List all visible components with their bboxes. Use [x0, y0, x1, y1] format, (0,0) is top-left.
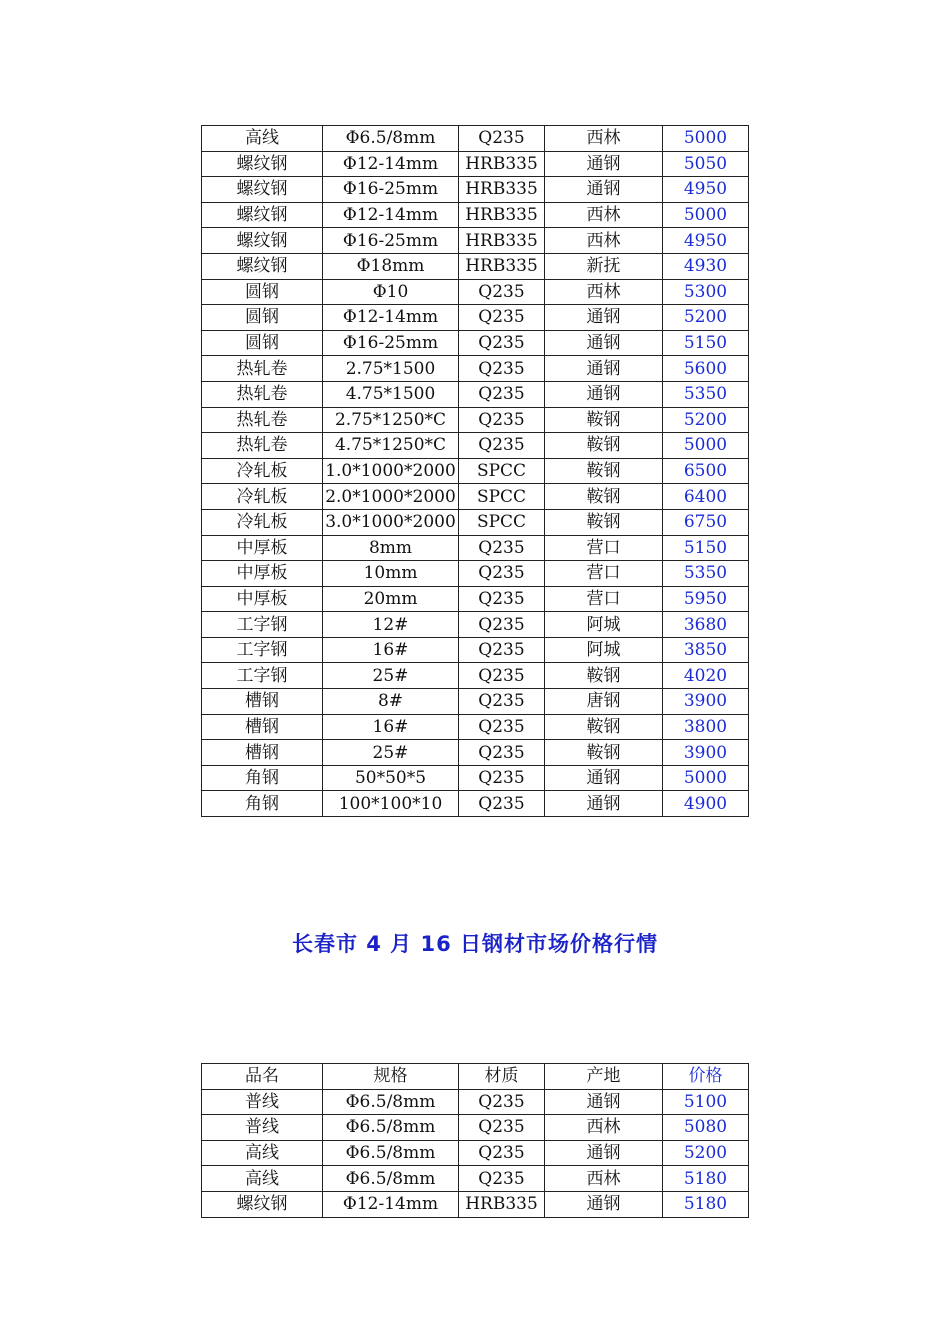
table-row — [202, 1115, 749, 1141]
price-cell: 6400 — [663, 484, 749, 510]
product-name-cell: 工字钢 — [202, 612, 323, 638]
table-row — [202, 305, 749, 331]
spec-cell: 2.0*1000*2000 — [323, 484, 459, 510]
spec-cell: Φ6.5/8mm — [323, 126, 459, 152]
product-name-cell: 角钢 — [202, 791, 323, 817]
table-row — [202, 740, 749, 766]
price-cell: 5200 — [663, 1140, 749, 1166]
table-header-row — [202, 1064, 749, 1090]
product-name-cell: 角钢 — [202, 765, 323, 791]
material-cell: Q235 — [459, 1089, 545, 1115]
spec-cell: 2.75*1250*C — [323, 407, 459, 433]
product-name-cell: 冷轧板 — [202, 458, 323, 484]
product-name-cell: 冷轧板 — [202, 509, 323, 535]
origin-cell: 新抚 — [545, 253, 663, 279]
price-cell: 6750 — [663, 509, 749, 535]
table-row — [202, 1166, 749, 1192]
material-cell: Q235 — [459, 407, 545, 433]
price-cell: 5350 — [663, 561, 749, 587]
price-cell: 5000 — [663, 765, 749, 791]
origin-cell: 通钢 — [545, 765, 663, 791]
spec-cell: 12# — [323, 612, 459, 638]
table-row — [202, 612, 749, 638]
table-row — [202, 381, 749, 407]
spec-cell: 2.75*1500 — [323, 356, 459, 382]
spec-cell: 25# — [323, 663, 459, 689]
table-row — [202, 484, 749, 510]
product-name-cell: 中厚板 — [202, 586, 323, 612]
product-name-cell: 高线 — [202, 1140, 323, 1166]
price-cell: 5950 — [663, 586, 749, 612]
spec-cell: 10mm — [323, 561, 459, 587]
material-cell: Q235 — [459, 381, 545, 407]
table-row — [202, 1089, 749, 1115]
material-cell: HRB335 — [459, 253, 545, 279]
material-cell: Q235 — [459, 612, 545, 638]
spec-cell: Φ10 — [323, 279, 459, 305]
table-row — [202, 253, 749, 279]
spec-cell: 16# — [323, 714, 459, 740]
table-row — [202, 407, 749, 433]
spec-cell: Φ6.5/8mm — [323, 1115, 459, 1141]
price-cell: 4930 — [663, 253, 749, 279]
origin-cell: 鞍钢 — [545, 407, 663, 433]
origin-cell: 通钢 — [545, 177, 663, 203]
product-name-cell: 槽钢 — [202, 714, 323, 740]
price-cell: 5050 — [663, 151, 749, 177]
origin-cell: 通钢 — [545, 305, 663, 331]
product-name-cell: 工字钢 — [202, 637, 323, 663]
spec-cell: 8# — [323, 689, 459, 715]
price-cell: 4020 — [663, 663, 749, 689]
origin-cell: 通钢 — [545, 1089, 663, 1115]
price-table-2 — [201, 1063, 749, 1218]
price-cell: 3850 — [663, 637, 749, 663]
product-name-cell: 热轧卷 — [202, 356, 323, 382]
price-cell: 5000 — [663, 126, 749, 152]
product-name-cell: 高线 — [202, 1166, 323, 1192]
price-cell: 6500 — [663, 458, 749, 484]
header-name: 品名 — [202, 1064, 323, 1090]
price-cell: 5000 — [663, 202, 749, 228]
product-name-cell: 螺纹钢 — [202, 177, 323, 203]
price-cell: 5350 — [663, 381, 749, 407]
origin-cell: 通钢 — [545, 1140, 663, 1166]
spec-cell: 8mm — [323, 535, 459, 561]
spec-cell: 3.0*1000*2000 — [323, 509, 459, 535]
spec-cell: Φ16-25mm — [323, 330, 459, 356]
origin-cell: 营口 — [545, 535, 663, 561]
origin-cell: 通钢 — [545, 151, 663, 177]
spec-cell: Φ12-14mm — [323, 1191, 459, 1217]
price-table-1 — [201, 125, 749, 817]
table-row — [202, 356, 749, 382]
origin-cell: 通钢 — [545, 1191, 663, 1217]
origin-cell: 通钢 — [545, 791, 663, 817]
material-cell: Q235 — [459, 791, 545, 817]
market-price-heading: 长春市 4 月 16 日钢材市场价格行情 — [291, 932, 659, 956]
header-material: 材质 — [459, 1064, 545, 1090]
price-table-2-body — [202, 1064, 749, 1218]
spec-cell: Φ12-14mm — [323, 305, 459, 331]
origin-cell: 营口 — [545, 561, 663, 587]
price-cell: 3680 — [663, 612, 749, 638]
origin-cell: 鞍钢 — [545, 458, 663, 484]
price-cell: 5180 — [663, 1166, 749, 1192]
price-cell: 5100 — [663, 1089, 749, 1115]
table-row — [202, 458, 749, 484]
product-name-cell: 热轧卷 — [202, 433, 323, 459]
product-name-cell: 螺纹钢 — [202, 228, 323, 254]
product-name-cell: 普线 — [202, 1115, 323, 1141]
origin-cell: 通钢 — [545, 356, 663, 382]
product-name-cell: 热轧卷 — [202, 407, 323, 433]
price-cell: 5600 — [663, 356, 749, 382]
origin-cell: 鞍钢 — [545, 484, 663, 510]
material-cell: SPCC — [459, 484, 545, 510]
spec-cell: 16# — [323, 637, 459, 663]
spec-cell: 20mm — [323, 586, 459, 612]
material-cell: Q235 — [459, 714, 545, 740]
origin-cell: 通钢 — [545, 330, 663, 356]
origin-cell: 西林 — [545, 1166, 663, 1192]
spec-cell: Φ16-25mm — [323, 177, 459, 203]
spec-cell: Φ12-14mm — [323, 202, 459, 228]
material-cell: HRB335 — [459, 228, 545, 254]
price-cell: 5080 — [663, 1115, 749, 1141]
origin-cell: 鞍钢 — [545, 740, 663, 766]
material-cell: Q235 — [459, 305, 545, 331]
table-row — [202, 177, 749, 203]
table-row — [202, 202, 749, 228]
price-cell: 5300 — [663, 279, 749, 305]
header-spec: 规格 — [323, 1064, 459, 1090]
price-cell: 3800 — [663, 714, 749, 740]
material-cell: HRB335 — [459, 1191, 545, 1217]
table-row — [202, 279, 749, 305]
material-cell: Q235 — [459, 126, 545, 152]
material-cell: Q235 — [459, 740, 545, 766]
table-row — [202, 228, 749, 254]
material-cell: Q235 — [459, 689, 545, 715]
table-row — [202, 561, 749, 587]
product-name-cell: 工字钢 — [202, 663, 323, 689]
spec-cell: Φ6.5/8mm — [323, 1166, 459, 1192]
origin-cell: 阿城 — [545, 637, 663, 663]
product-name-cell: 圆钢 — [202, 305, 323, 331]
product-name-cell: 中厚板 — [202, 561, 323, 587]
spec-cell: Φ18mm — [323, 253, 459, 279]
spec-cell: Φ6.5/8mm — [323, 1089, 459, 1115]
spec-cell: Φ16-25mm — [323, 228, 459, 254]
price-cell: 4900 — [663, 791, 749, 817]
material-cell: HRB335 — [459, 151, 545, 177]
product-name-cell: 螺纹钢 — [202, 151, 323, 177]
table-row — [202, 151, 749, 177]
spec-cell: 25# — [323, 740, 459, 766]
price-cell: 5200 — [663, 305, 749, 331]
origin-cell: 阿城 — [545, 612, 663, 638]
table-row — [202, 126, 749, 152]
material-cell: Q235 — [459, 1166, 545, 1192]
origin-cell: 鞍钢 — [545, 714, 663, 740]
origin-cell: 西林 — [545, 202, 663, 228]
price-cell: 5000 — [663, 433, 749, 459]
price-cell: 5180 — [663, 1191, 749, 1217]
material-cell: Q235 — [459, 1115, 545, 1141]
table-row — [202, 433, 749, 459]
origin-cell: 鞍钢 — [545, 509, 663, 535]
table-row — [202, 765, 749, 791]
material-cell: Q235 — [459, 279, 545, 305]
table-row — [202, 535, 749, 561]
material-cell: Q235 — [459, 637, 545, 663]
product-name-cell: 槽钢 — [202, 740, 323, 766]
origin-cell: 西林 — [545, 228, 663, 254]
origin-cell: 营口 — [545, 586, 663, 612]
origin-cell: 西林 — [545, 126, 663, 152]
price-cell: 5150 — [663, 330, 749, 356]
product-name-cell: 螺纹钢 — [202, 253, 323, 279]
material-cell: Q235 — [459, 356, 545, 382]
product-name-cell: 热轧卷 — [202, 381, 323, 407]
product-name-cell: 冷轧板 — [202, 484, 323, 510]
material-cell: Q235 — [459, 535, 545, 561]
header-origin: 产地 — [545, 1064, 663, 1090]
material-cell: HRB335 — [459, 202, 545, 228]
product-name-cell: 螺纹钢 — [202, 202, 323, 228]
price-cell: 5200 — [663, 407, 749, 433]
origin-cell: 西林 — [545, 279, 663, 305]
product-name-cell: 螺纹钢 — [202, 1191, 323, 1217]
spec-cell: 1.0*1000*2000 — [323, 458, 459, 484]
table-row — [202, 1191, 749, 1217]
product-name-cell: 中厚板 — [202, 535, 323, 561]
material-cell: Q235 — [459, 663, 545, 689]
material-cell: SPCC — [459, 509, 545, 535]
spec-cell: 4.75*1500 — [323, 381, 459, 407]
product-name-cell: 槽钢 — [202, 689, 323, 715]
table-row — [202, 509, 749, 535]
table-row — [202, 791, 749, 817]
table-row — [202, 663, 749, 689]
origin-cell: 鞍钢 — [545, 433, 663, 459]
spec-cell: Φ6.5/8mm — [323, 1140, 459, 1166]
price-cell: 4950 — [663, 228, 749, 254]
table-row — [202, 637, 749, 663]
material-cell: HRB335 — [459, 177, 545, 203]
material-cell: Q235 — [459, 433, 545, 459]
product-name-cell: 圆钢 — [202, 279, 323, 305]
price-cell: 5150 — [663, 535, 749, 561]
origin-cell: 鞍钢 — [545, 663, 663, 689]
table-row — [202, 689, 749, 715]
table-row — [202, 714, 749, 740]
material-cell: Q235 — [459, 765, 545, 791]
price-table-1-body — [202, 126, 749, 817]
price-cell: 3900 — [663, 689, 749, 715]
spec-cell: Φ12-14mm — [323, 151, 459, 177]
material-cell: SPCC — [459, 458, 545, 484]
origin-cell: 通钢 — [545, 381, 663, 407]
spec-cell: 4.75*1250*C — [323, 433, 459, 459]
product-name-cell: 高线 — [202, 126, 323, 152]
price-cell: 4950 — [663, 177, 749, 203]
material-cell: Q235 — [459, 561, 545, 587]
origin-cell: 西林 — [545, 1115, 663, 1141]
table-row — [202, 586, 749, 612]
header-price: 价格 — [663, 1064, 749, 1090]
material-cell: Q235 — [459, 330, 545, 356]
product-name-cell: 普线 — [202, 1089, 323, 1115]
spec-cell: 50*50*5 — [323, 765, 459, 791]
price-cell: 3900 — [663, 740, 749, 766]
table-row — [202, 330, 749, 356]
spec-cell: 100*100*10 — [323, 791, 459, 817]
material-cell: Q235 — [459, 1140, 545, 1166]
product-name-cell: 圆钢 — [202, 330, 323, 356]
material-cell: Q235 — [459, 586, 545, 612]
origin-cell: 唐钢 — [545, 689, 663, 715]
table-row — [202, 1140, 749, 1166]
